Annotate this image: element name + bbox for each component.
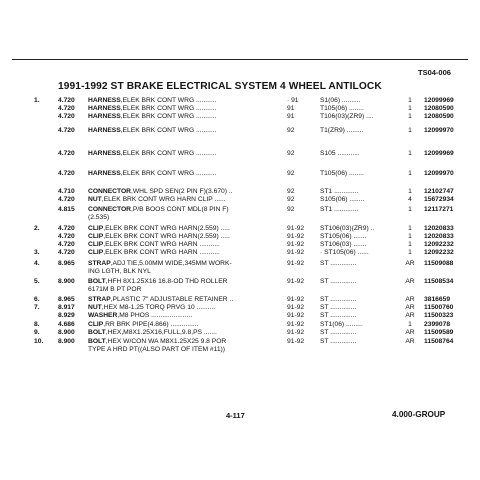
usage-code: ST106(03) ....... — [320, 241, 367, 248]
part-number: 11509088 — [424, 260, 454, 267]
usage-code: T105(06) ........ — [320, 170, 364, 177]
part-description — [88, 345, 284, 355]
group-code: 8.965 — [58, 260, 75, 267]
model-years: 92 — [287, 127, 295, 134]
part-number: 12099970 — [424, 127, 454, 134]
item-ref: 1. — [34, 97, 40, 104]
part-description — [88, 126, 284, 136]
usage-code: · ST105(06) ...... — [320, 249, 369, 256]
part-description — [88, 195, 284, 205]
part-number: 12099969 — [424, 97, 454, 104]
part-detail: ,P/B BOOS CONT MDL(8 PIN F) — [130, 206, 229, 213]
usage-code: ST .............. — [320, 312, 357, 319]
quantity: AR — [405, 329, 415, 336]
part-number: 12080590 — [424, 113, 454, 120]
item-ref: 8. — [34, 321, 40, 328]
part-description — [88, 112, 284, 122]
group-code: 4.720 — [58, 113, 75, 120]
part-name: CLIP — [88, 241, 104, 248]
document-id: TS04-006 — [418, 68, 451, 77]
part-detail: ,ADJ TIE,5.00MM WIDE,345MM WORK- — [110, 260, 232, 267]
quantity: AR — [405, 312, 415, 319]
part-number: 11508764 — [424, 338, 454, 345]
quantity: 1 — [408, 241, 412, 248]
part-name: NUT — [88, 304, 102, 311]
part-name: CLIP — [88, 321, 104, 328]
usage-code: S1(06) .......... — [320, 97, 361, 104]
quantity: 1 — [408, 113, 412, 120]
part-number: 11509589 — [424, 329, 454, 336]
part-detail: ,ELEK BRK CONT WRG ........... — [120, 105, 217, 112]
quantity: AR — [405, 260, 415, 267]
parts-row — [0, 195, 480, 205]
part-number: 11508534 — [424, 278, 454, 285]
group-code: 4.720 — [58, 150, 75, 157]
model-years: 92 — [287, 150, 295, 157]
group-label: 4.000-GROUP — [392, 410, 446, 419]
parts-row — [0, 213, 480, 223]
part-name: HARNESS — [88, 105, 121, 112]
usage-code: ST1(06) ......... — [320, 321, 363, 328]
group-code: 4.710 — [58, 188, 75, 195]
part-name: CLIP — [88, 249, 104, 256]
quantity: AR — [405, 278, 415, 285]
part-name: BOLT — [88, 338, 106, 345]
part-description — [88, 267, 284, 277]
quantity: 1 — [408, 225, 412, 232]
part-number: 12020833 — [424, 225, 454, 232]
parts-row — [0, 112, 480, 122]
model-years: 91-92 — [287, 260, 305, 267]
part-detail: ,HEX,M8X1.25X16,FULL,9.8,PS ....... — [105, 329, 217, 336]
item-ref: 10. — [34, 338, 44, 345]
page-number: 4-117 — [226, 411, 245, 420]
part-number: 12080590 — [424, 105, 454, 112]
part-detail: ,WHL SPD SEN(2 PIN F)(3.670) .. — [130, 188, 233, 195]
part-name: CONNECTOR — [88, 188, 131, 195]
part-detail: ,ELEK BRK CONT WRG HARN(2.559) ..... — [103, 225, 230, 232]
parts-row — [0, 345, 480, 355]
part-detail: ,ELEK BRK CONT WRG HARN ........... — [103, 249, 220, 256]
page-title: 1991-1992 ST BRAKE ELECTRICAL SYSTEM 4 WHEEL ANTILOCK — [58, 81, 382, 92]
part-number: 12092232 — [424, 249, 454, 256]
usage-code: S105(06) ........ — [320, 196, 365, 203]
group-code: 4.720 — [58, 105, 75, 112]
model-years: 91-92 — [287, 312, 305, 319]
quantity: 1 — [408, 170, 412, 177]
model-years: 91-92 — [287, 249, 305, 256]
part-detail: ,ELEK BRK CONT WRG ........... — [120, 127, 217, 134]
part-description — [88, 213, 284, 223]
part-detail: (2.535) — [88, 214, 110, 221]
model-years: 91-92 — [287, 321, 305, 328]
group-code: 8.900 — [58, 338, 75, 345]
quantity: 1 — [408, 150, 412, 157]
part-detail: 6171M B PT POR — [88, 286, 142, 293]
part-detail: ,ELEK BRK CONT WRG ........... — [120, 97, 217, 104]
usage-code: T105(06) ........ — [320, 105, 364, 112]
part-number: 12099969 — [424, 150, 454, 157]
part-number: 12099970 — [424, 170, 454, 177]
quantity: 1 — [408, 206, 412, 213]
part-detail: ING LGTH, BLK NYL — [88, 268, 151, 275]
group-code: 4.686 — [58, 321, 75, 328]
model-years: 91-92 — [287, 241, 305, 248]
group-code: 4.720 — [58, 233, 75, 240]
part-name: HARNESS — [88, 127, 121, 134]
part-name: HARNESS — [88, 113, 121, 120]
part-number: 2399078 — [424, 321, 451, 328]
quantity: 1 — [408, 127, 412, 134]
quantity: 1 — [408, 321, 412, 328]
part-number: 15672934 — [424, 196, 454, 203]
part-detail: ,M8 PHOS ...................... — [117, 312, 193, 319]
group-code: 8.965 — [58, 296, 75, 303]
part-detail: ,PLASTIC 7" ADJUSTABLE RETAINER .. — [110, 296, 234, 303]
part-name: HARNESS — [88, 97, 121, 104]
group-code: 8.900 — [58, 278, 75, 285]
group-code: 4.815 — [58, 206, 75, 213]
model-years: 92 — [287, 188, 295, 195]
group-code: 4.720 — [58, 225, 75, 232]
part-description — [88, 169, 284, 179]
part-number: 12117271 — [424, 206, 454, 213]
item-ref: 9. — [34, 329, 40, 336]
quantity: AR — [405, 296, 415, 303]
part-name: HARNESS — [88, 170, 121, 177]
part-detail: ,ELEK BRK CONT WRG ........... — [120, 113, 217, 120]
part-detail: ,ELEK BRK CONT WRG ........... — [120, 150, 217, 157]
parts-row — [0, 285, 480, 295]
item-ref: 6. — [34, 296, 40, 303]
parts-row — [0, 126, 480, 136]
model-years: 91-92 — [287, 329, 305, 336]
part-number: 3816659 — [424, 296, 451, 303]
group-code: 4.720 — [58, 127, 75, 134]
part-name: BOLT — [88, 329, 106, 336]
part-detail: ,ELEK BRK CONT WRG HARN ........... — [103, 241, 220, 248]
part-name: BOLT — [88, 278, 106, 285]
part-name: NUT — [88, 196, 102, 203]
part-detail: ,ELEK BRK CONT WRG HARN CLIP ...... — [101, 196, 226, 203]
group-code: 8.900 — [58, 329, 75, 336]
usage-code: ST .............. — [320, 304, 357, 311]
model-years: 92 — [287, 206, 295, 213]
part-detail: ,HEX W/CON WA M8X1.25X25 9.8 POR — [105, 338, 227, 345]
usage-code: ST .............. — [320, 260, 357, 267]
parts-row — [0, 149, 480, 159]
part-name: CLIP — [88, 225, 104, 232]
part-number: 11500760 — [424, 304, 454, 311]
group-code: 4.720 — [58, 97, 75, 104]
part-number: 11500323 — [424, 312, 454, 319]
item-ref: 4. — [34, 260, 40, 267]
model-years: 91-92 — [287, 304, 305, 311]
usage-code: ST106(03)(ZR9) .. — [320, 225, 375, 232]
group-code: 4.720 — [58, 249, 75, 256]
part-detail: ,HFH 8X1.25X16 16.8-OD THD ROLLER — [105, 278, 228, 285]
part-name: CONNECTOR — [88, 206, 131, 213]
part-name: STRAP — [88, 296, 111, 303]
parts-row — [0, 267, 480, 277]
model-years: 91-92 — [287, 225, 305, 232]
quantity: AR — [405, 338, 415, 345]
part-detail: ,RR BRK PIPE(4.866) ............... — [103, 321, 199, 328]
model-years: 91-92 — [287, 233, 305, 240]
parts-row — [0, 169, 480, 179]
part-number: 12020833 — [424, 233, 454, 240]
quantity: AR — [405, 304, 415, 311]
model-years: 92 — [287, 170, 295, 177]
usage-code: ST .............. — [320, 278, 357, 285]
part-detail: ,HEX M8-1.25 TORQ PRVG 10 .......... — [101, 304, 216, 311]
group-code: 4.720 — [58, 241, 75, 248]
usage-code: ST105(06) ....... — [320, 233, 367, 240]
group-code: 4.720 — [58, 170, 75, 177]
item-ref: 7. — [34, 304, 40, 311]
usage-code: ST1 ............. — [320, 188, 359, 195]
part-number: 12102747 — [424, 188, 454, 195]
quantity: 1 — [408, 105, 412, 112]
part-detail: TYPE A HRD PT((ALSO PART OF ITEM #11)) — [88, 346, 225, 353]
part-name: HARNESS — [88, 150, 121, 157]
usage-code: S105 ............ — [320, 150, 360, 157]
usage-code: T106(03)(ZR9) .... — [320, 113, 374, 120]
usage-code: ST .............. — [320, 338, 357, 345]
model-years: 91 — [287, 113, 295, 120]
group-code: 8.917 — [58, 304, 75, 311]
part-number: 12092232 — [424, 241, 454, 248]
quantity: 1 — [408, 188, 412, 195]
model-years: · 91 — [287, 97, 299, 104]
item-ref: 2. — [34, 225, 40, 232]
quantity: 4 — [408, 196, 412, 203]
model-years: 91 — [287, 105, 295, 112]
model-years: 91-92 — [287, 278, 305, 285]
part-name: WASHER — [88, 312, 118, 319]
model-years: 91-92 — [287, 296, 305, 303]
part-detail: ,ELEK BRK CONT WRG HARN(2.559) ..... — [103, 233, 230, 240]
part-name: STRAP — [88, 260, 111, 267]
group-code: 4.720 — [58, 196, 75, 203]
quantity: 1 — [408, 97, 412, 104]
usage-code: T1(ZR9) ......... — [320, 127, 364, 134]
part-description — [88, 248, 284, 258]
item-ref: 3. — [34, 249, 40, 256]
model-years: 91-92 — [287, 338, 305, 345]
item-ref: 5. — [34, 278, 40, 285]
usage-code: ST1 ............. — [320, 206, 359, 213]
group-code: 8.929 — [58, 312, 75, 319]
parts-row — [0, 248, 480, 258]
quantity: 1 — [408, 233, 412, 240]
part-detail: ,ELEK BRK CONT WRG ........... — [120, 170, 217, 177]
usage-code: ST .............. — [320, 296, 357, 303]
usage-code: ST .............. — [320, 329, 357, 336]
quantity: 1 — [408, 249, 412, 256]
part-description — [88, 149, 284, 159]
part-name: CLIP — [88, 233, 104, 240]
model-years: 92 — [287, 196, 295, 203]
part-description — [88, 285, 284, 295]
